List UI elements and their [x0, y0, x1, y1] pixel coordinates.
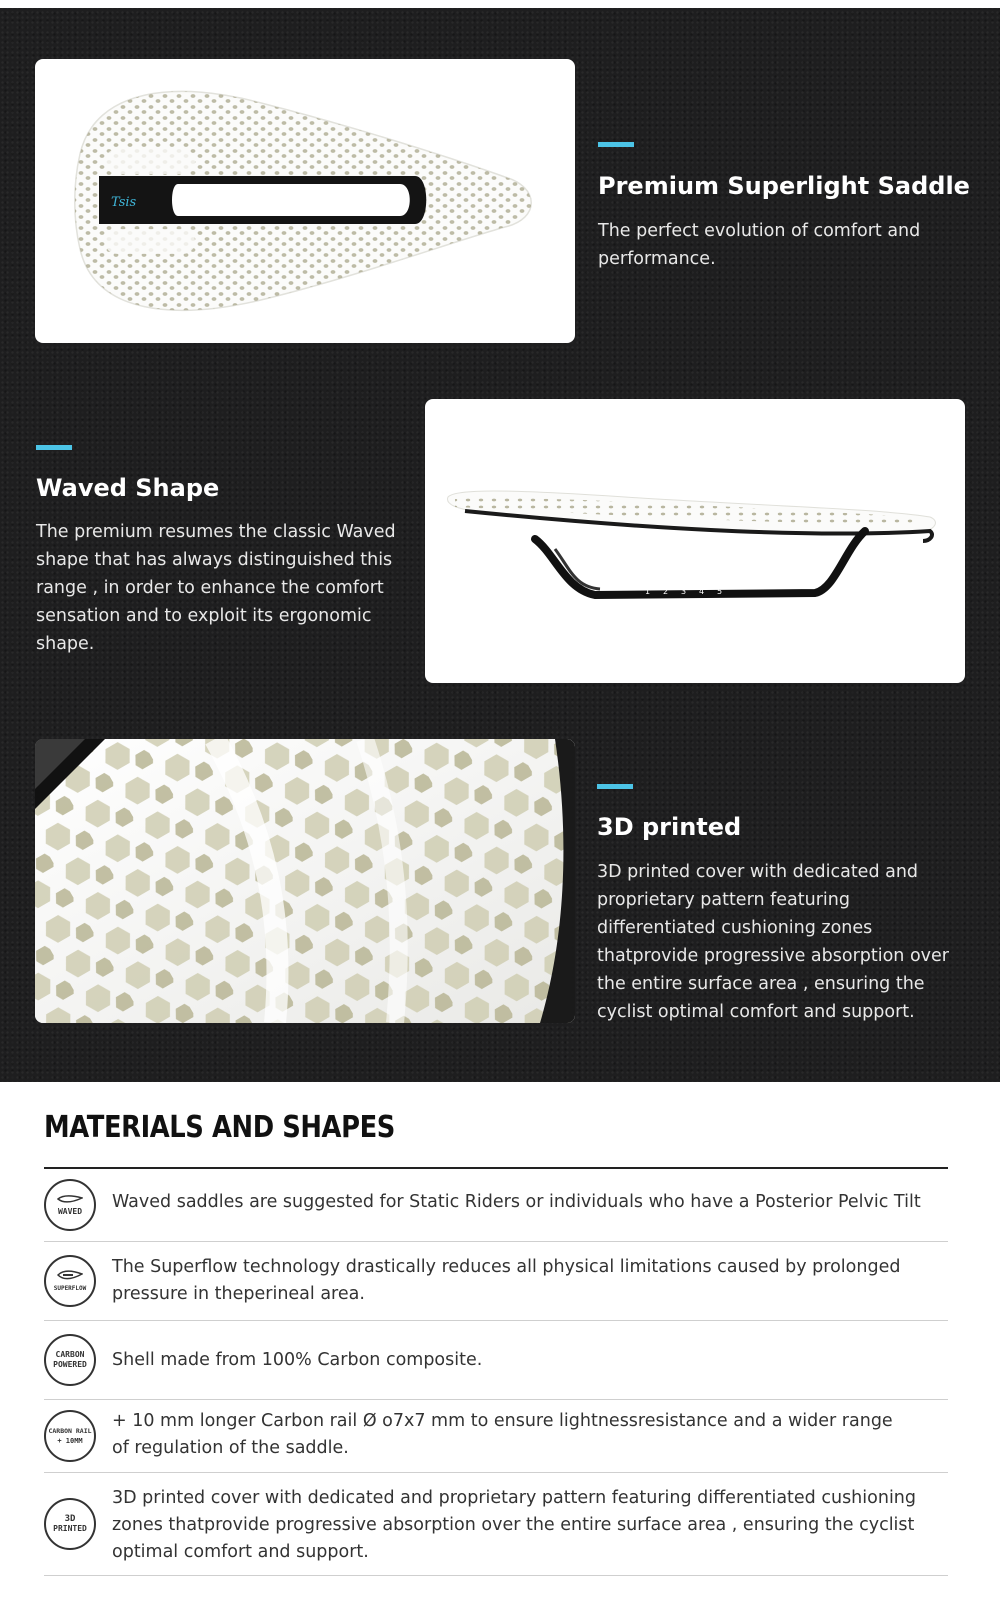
carbon-rail-icon	[44, 1410, 96, 1462]
accent-bar	[597, 784, 633, 789]
carbon-powered-icon	[44, 1334, 96, 1386]
feature-title: Waved Shape	[36, 474, 220, 502]
rail-tick-label: 4	[699, 587, 705, 596]
saddle-side-view-image	[425, 399, 965, 683]
rail-brand-label: CARBON	[777, 564, 818, 587]
badge-label: 3D	[64, 1514, 76, 1524]
materials-title: MATERIALS AND SHAPES	[44, 1110, 395, 1145]
rail-tick-label: 2	[663, 587, 669, 596]
accent-bar	[36, 445, 72, 450]
materials-row-text: Waved saddles are suggested for Static Riders or individuals who have a Posterior Pelvic Tilt	[112, 1192, 921, 1212]
feature-title: Premium Superlight Saddle	[598, 172, 970, 200]
saddle-closeup-illustration	[35, 739, 575, 1023]
feature-description: The perfect evolution of comfort and performance.	[598, 221, 921, 269]
waved-saddle-icon	[44, 1179, 96, 1231]
rail-tick-label: 3	[681, 587, 687, 596]
materials-row	[44, 1321, 948, 1400]
badge-label: CARBON RAIL	[48, 1427, 92, 1435]
badge-label: CARBON	[55, 1350, 85, 1359]
rail-tick-label: 1	[645, 587, 651, 596]
badge-label: POWERED	[53, 1360, 87, 1369]
materials-row-text: + 10 mm longer Carbon rail Ø o7x7 mm to ensure lightnessresistance and a wider range of regulation of the saddle.	[112, 1411, 893, 1458]
materials-row	[44, 1473, 948, 1576]
saddle-closeup-image	[35, 739, 575, 1023]
saddle-top-view-image	[35, 59, 575, 343]
materials-row-text: The Superflow technology drastically reduces all physical limitations caused by prolonged pressure in theperineal area.	[112, 1257, 901, 1304]
accent-bar	[598, 142, 634, 147]
materials-row-text: 3D printed cover with dedicated and proprietary pattern featuring differentiated cushioning zones thatprovide progressive absorption over the entire surface area , ensuring the cyclist optimal comfort and support.	[112, 1488, 917, 1562]
saddle-side-view-illustration	[425, 399, 965, 683]
rail-tick-label: 5	[717, 587, 723, 596]
saddle-top-view-illustration	[35, 59, 575, 343]
badge-label: WAVED	[57, 1206, 83, 1216]
materials-row-text: Shell made from 100% Carbon composite.	[112, 1350, 483, 1370]
materials-row	[44, 1169, 948, 1242]
saddle-brand-mark: Tsis	[111, 195, 137, 210]
3d-printed-icon	[44, 1498, 96, 1550]
row-divider	[44, 1575, 948, 1576]
badge-label: + 10MM	[57, 1437, 83, 1445]
materials-row	[44, 1242, 948, 1321]
feature-description: The premium resumes the classic Waved shape that has always distinguished this range , in order to enhance the comfort sensation and to exploit its ergonomic shape.	[36, 522, 396, 654]
materials-row	[44, 1400, 948, 1473]
top-border	[0, 0, 1000, 8]
badge-label: SUPERFLOW	[53, 1284, 87, 1292]
feature-title: 3D printed	[597, 813, 742, 841]
feature-description: 3D printed cover with dedicated and proprietary pattern featuring differentiated cushioning zones thatprovide progressive absorption over the entire surface area , ensuring the cyclist optimal comfort and support.	[597, 862, 949, 1022]
badge-label: PRINTED	[53, 1524, 87, 1533]
superflow-saddle-icon	[44, 1255, 96, 1307]
